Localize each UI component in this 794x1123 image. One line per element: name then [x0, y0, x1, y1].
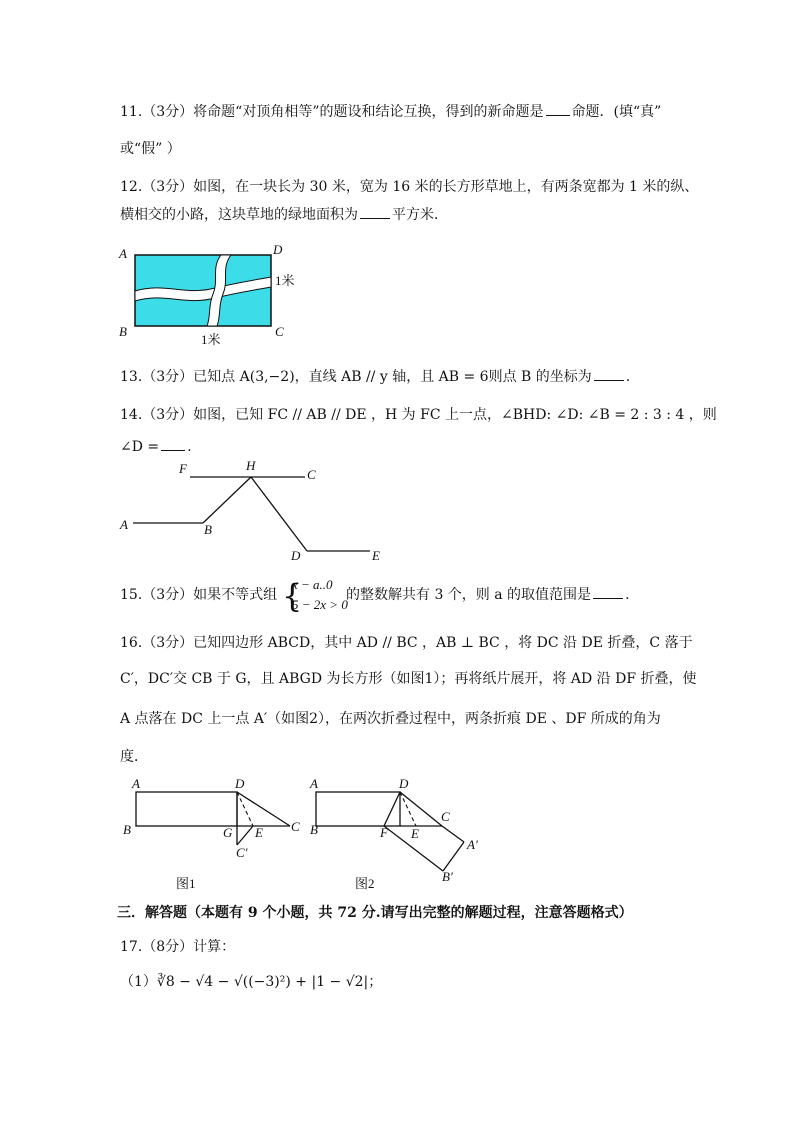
q11-line1: [120, 103, 661, 121]
label-G: G: [223, 825, 233, 840]
label-bottom-width: 1米: [201, 332, 221, 347]
inequality-1: x − a..0: [292, 577, 333, 592]
label-E: E: [411, 826, 419, 841]
answer-blank: [593, 586, 623, 599]
system-brace: {: [282, 577, 303, 615]
label-D: D: [291, 548, 301, 563]
label-F: F: [179, 461, 187, 476]
q14-line2: ∠D = .: [120, 439, 192, 455]
q15-suffix: 的整数解共有 3 个，则 a 的取值范围是 .: [346, 587, 630, 603]
q12-line2: 横相交的小路，这块草地的绿地面积为 平方米．: [120, 207, 448, 223]
q11-tail: 命题．(填“真”: [571, 104, 662, 120]
label-F: F: [380, 825, 388, 840]
q14-line1: 14.（3分）如图，已知 FC // AB // DE ，H 为 FC 上一点，∠BHD: ∠D: ∠B = 2 : 3 : 4 ，则: [120, 407, 717, 423]
q16-figure-2: [300, 775, 500, 895]
answer-blank: [360, 206, 390, 219]
q11-text: 11.（3分）将命题“对顶角相等”的题设和结论互换，得到的新命题是: [120, 104, 544, 120]
q16-line2: C′，DC′交 CB 于 G，且 ABGD 为长方形（如图1）；再将纸片展开，将 AD 沿 DF 折叠，使: [120, 671, 697, 687]
q13-line: 13.（3分）已知点 A(3,−2)，直线 AB // y 轴，且 AB = 6则点 B 的坐标为 .: [120, 369, 631, 385]
answer-blank: [546, 103, 570, 116]
q16-figure-1: [118, 775, 318, 895]
q12-figure: [115, 240, 305, 350]
q17-title: 17.（8分）计算：: [120, 939, 236, 955]
q16-line3: A 点落在 DC 上一点 A′（如图2），在两次折叠过程中，两条折痕 DE 、DF 所成的角为: [120, 711, 661, 727]
label-C: C: [307, 467, 316, 482]
q16-line1: 16.（3分）已知四边形 ABCD，其中 AD // BC ，AB ⊥ BC ，将 DC 沿 DE 折叠，C 落于: [120, 635, 693, 651]
q17-item-1: （1）∛8 − √4 − √((−3)²) + |1 − √2|；: [120, 974, 383, 990]
q11-line2: 或“假” ）: [120, 141, 181, 157]
inequality-2: 5 − 2x > 0: [292, 597, 348, 612]
label-C: C: [275, 324, 284, 339]
label-B: B: [123, 822, 131, 837]
label-B: B: [204, 522, 212, 537]
label-D: D: [399, 776, 409, 791]
label-A: A: [119, 246, 127, 261]
q12-line1: 12.（3分）如图，在一块长为 30 米，宽为 16 米的长方形草地上，有两条宽都为 1 米的纵、: [120, 179, 699, 195]
label-B-prime: B′: [442, 869, 453, 884]
answer-blank: [594, 368, 624, 381]
label-C-prime: C′: [236, 845, 248, 860]
label-A: A: [310, 776, 318, 791]
section-3-heading: 三．解答题（本题有 9 个小题，共 72 分.请写出完整的解题过程，注意答题格式）: [117, 905, 633, 921]
label-H: H: [246, 458, 256, 473]
label-C: C: [441, 809, 450, 824]
label-A: A: [120, 517, 128, 532]
label-E: E: [372, 548, 380, 563]
label-A: A: [132, 776, 140, 791]
label-E: E: [255, 825, 263, 840]
label-D: D: [273, 242, 283, 257]
label-B: B: [310, 822, 318, 837]
label-B: B: [119, 324, 127, 339]
answer-blank: [161, 438, 185, 451]
q16-line4: 度．: [120, 749, 148, 765]
q14-figure: [115, 458, 395, 568]
q15-prefix: 15.（3分）如果不等式组: [120, 587, 278, 603]
label-C: C: [291, 819, 300, 834]
figure-2-caption: 图2: [355, 876, 375, 891]
label-right-width: 1米: [275, 273, 295, 288]
figure-1-caption: 图1: [176, 876, 196, 891]
label-D: D: [235, 776, 245, 791]
label-A-prime: A′: [467, 837, 478, 852]
